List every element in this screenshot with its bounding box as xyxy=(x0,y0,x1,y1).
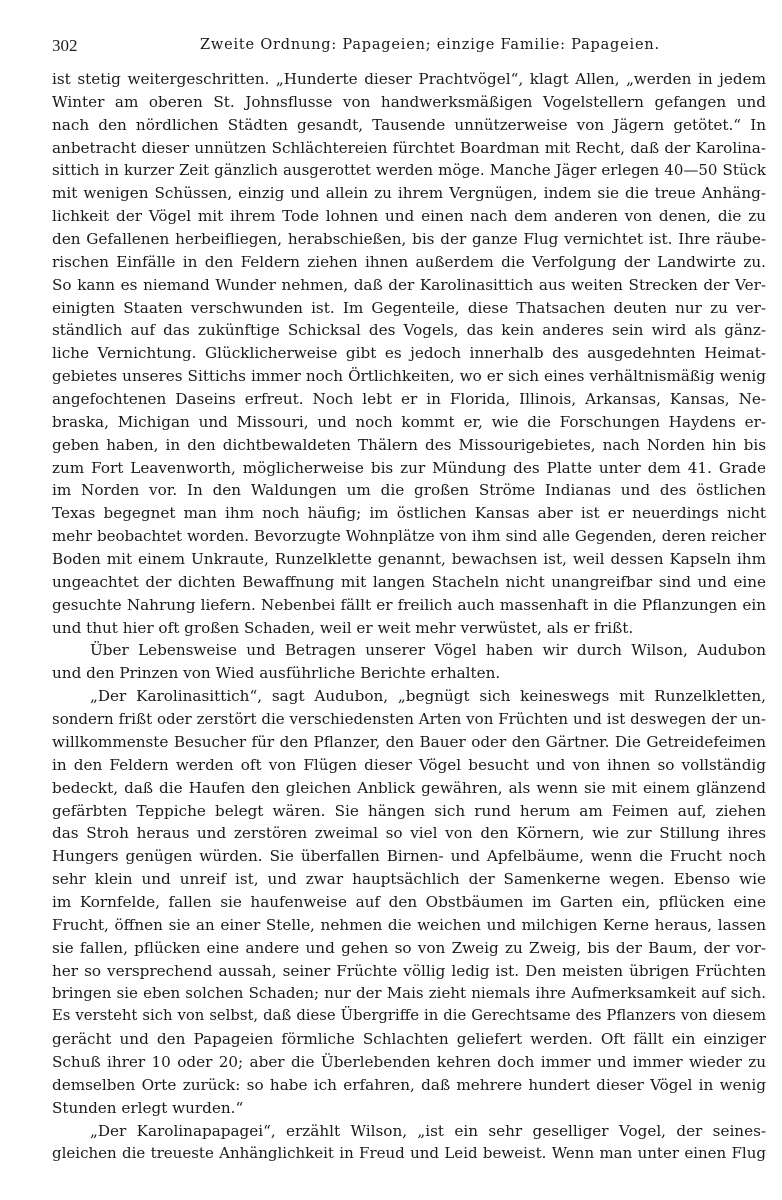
book-page xyxy=(52,36,766,1165)
text-line: sie fallen, pflücken eine andere und gehen so von Zweig zu Zweig, bis der Baum, der vor- xyxy=(52,938,766,957)
text-line: sittich in kurzer Zeit gänzlich ausgerottet werden möge. Manche Jäger erlegen 40—50 Stück xyxy=(52,161,766,180)
text-line: zum Fort Leavenworth, möglicherweise bis zur Mündung des Platte unter dem 41. Grade xyxy=(52,458,766,477)
paragraph-1 xyxy=(52,68,766,639)
text-line: sondern frißt oder zerstört die verschiedensten Arten von Früchten und ist deswegen der un- xyxy=(52,710,766,729)
text-line: und thut hier oft großen Schaden, weil er weit mehr verwüstet, als er frißt. xyxy=(52,618,634,637)
text-line: liche Vernichtung. Glücklicherweise gibt es jedoch innerhalb des ausgedehnten Heimat- xyxy=(52,344,766,363)
running-head xyxy=(52,36,766,62)
text-line: bringen sie eben solchen Schaden; nur der Mais zieht niemals ihre Aufmerksamkeit auf sich. xyxy=(52,984,766,1003)
text-line: im Kornfelde, fallen sie haufenweise auf den Obstbäumen im Garten ein, pflücken eine xyxy=(52,892,766,911)
text-line: sehr klein und unreif ist, und zwar hauptsächlich der Samenkerne wegen. Ebenso wie xyxy=(52,870,766,889)
text-line: angefochtenen Daseins erfreut. Noch lebt er in Florida, Illinois, Arkansas, Kansas, Ne- xyxy=(52,390,766,409)
text-line: Frucht, öffnen sie an einer Stelle, nehmen die weichen und milchigen Kerne heraus, lassen xyxy=(52,915,766,934)
text-line: willkommenste Besucher für den Pflanzer, den Bauer oder den Gärtner. Die Getreidefeimen xyxy=(52,732,766,751)
text-line: anbetracht dieser unnützen Schlächtereien fürchtet Boardman mit Recht, daß der Karolina- xyxy=(52,138,766,157)
text-line: So kann es niemand Wunder nehmen, daß der Karolinasittich aus weiten Strecken der Ver- xyxy=(52,275,766,294)
text-line: Es versteht sich von selbst, daß diese Übergriffe in die Gerechtsame des Pflanzers von diesem xyxy=(52,1007,766,1025)
text-line: nach den nördlichen Städten gesandt, Tausende unnützerweise von Jägern getötet.“ In xyxy=(52,115,766,134)
text-line: gleichen die treueste Anhänglichkeit in Freud und Leid beweist. Wenn man unter einen Flug xyxy=(52,1144,766,1163)
text-line: und den Prinzen von Wied ausführliche Berichte erhalten. xyxy=(52,664,501,683)
text-line: Stunden erlegt wurden.“ xyxy=(52,1098,244,1117)
text-line: mit wenigen Schüssen, einzig und allein zu ihrem Vergnügen, indem sie die treue Anhäng- xyxy=(52,184,766,203)
text-line: lichkeit der Vögel mit ihrem Tode lohnen und einen nach dem anderen von denen, die zu xyxy=(52,207,766,226)
text-line: „Der Karolinasittich“, sagt Audubon, „begnügt sich keineswegs mit Runzelkletten, xyxy=(90,687,766,706)
text-line: rischen Einfälle in den Feldern ziehen ihnen außerdem die Verfolgung der Landwirte zu. xyxy=(52,252,766,271)
text-line: den Gefallenen herbeifliegen, herabschießen, bis der ganze Flug vernichtet ist. Ihre räube- xyxy=(52,230,766,249)
text-line: „Der Karolinapapagei“, erzählt Wilson, „ist ein sehr geselliger Vogel, der seines- xyxy=(90,1121,766,1140)
text-line: her so versprechend aussah, seiner Früchte völlig ledig ist. Den meisten übrigen Früchten xyxy=(52,961,766,980)
text-line: Boden mit einem Unkraute, Runzelklette genannt, bewachsen ist, weil dessen Kapseln ihm xyxy=(52,550,766,569)
text-line: ist stetig weitergeschritten. „Hunderte dieser Prachtvögel“, klagt Allen, „werden in jedem xyxy=(52,70,766,88)
text-line: gefärbten Teppiche belegt wären. Sie hängen sich rund herum am Feimen auf, ziehen xyxy=(52,801,766,820)
text-line: ungeachtet der dichten Bewaffnung mit langen Stacheln nicht unangreifbar sind und eine xyxy=(52,572,766,591)
page-number: 302 xyxy=(52,36,78,55)
running-title: Zweite Ordnung: Papageien; einzige Familie: Papageien. xyxy=(200,37,660,53)
text-line: Über Lebensweise und Betragen unserer Vögel haben wir durch Wilson, Audubon xyxy=(90,641,766,660)
text-line: braska, Michigan und Missouri, und noch kommt er, wie die Forschungen Haydens er- xyxy=(52,412,766,431)
text-line: einigten Staaten verschwunden ist. Im Gegenteile, diese Thatsachen deuten nur zu ver- xyxy=(52,298,766,317)
text-line: Texas begegnet man ihm noch häufig; im östlichen Kansas aber ist er neuerdings nicht xyxy=(52,504,766,523)
paragraph-4 xyxy=(52,1120,766,1166)
text-line: Hungers genügen würden. Sie überfallen Birnen- und Apfelbäume, wenn die Frucht noch xyxy=(52,847,766,866)
text-line: Winter am oberen St. Johnsflusse von handwerksmäßigen Vogelstellern gefangen und xyxy=(52,92,766,111)
text-line: das Stroh heraus und zerstören zweimal so viel von den Körnern, wie zur Stillung ihres xyxy=(52,824,766,843)
text-line: geben haben, in den dichtbewaldeten Thälern des Missourigebietes, nach Norden hin bis xyxy=(52,435,766,454)
text-line: Schuß ihrer 10 oder 20; aber die Überlebenden kehren doch immer und immer wieder zu xyxy=(52,1052,766,1071)
paragraph-3 xyxy=(52,685,766,1119)
text-line: ständlich auf das zukünftige Schicksal des Vogels, das kein anderes sein wird als gänz- xyxy=(52,321,766,340)
text-line: bedeckt, daß die Haufen den gleichen Anblick gewähren, als wenn sie mit einem glänzend xyxy=(52,778,766,797)
body-text xyxy=(52,68,766,1165)
paragraph-2 xyxy=(52,639,766,685)
text-line: demselben Orte zurück: so habe ich erfahren, daß mehrere hundert dieser Vögel in wenig xyxy=(52,1075,766,1094)
text-line: im Norden vor. In den Waldungen um die großen Ströme Indianas und des östlichen xyxy=(52,481,766,500)
text-line: gerächt und den Papageien förmliche Schlachten geliefert werden. Oft fällt ein einziger xyxy=(52,1030,766,1049)
text-line: in den Feldern werden oft von Flügen dieser Vögel besucht und von ihnen so vollständig xyxy=(52,755,766,774)
text-line: mehr beobachtet worden. Bevorzugte Wohnplätze von ihm sind alle Gegenden, deren reicher xyxy=(52,527,766,546)
text-line: gebietes unseres Sittichs immer noch Örtlichkeiten, wo er sich eines verhältnismäßig wenig xyxy=(52,367,766,386)
text-line: gesuchte Nahrung liefern. Nebenbei fällt er freilich auch massenhaft in die Pflanzungen ein xyxy=(52,595,766,614)
